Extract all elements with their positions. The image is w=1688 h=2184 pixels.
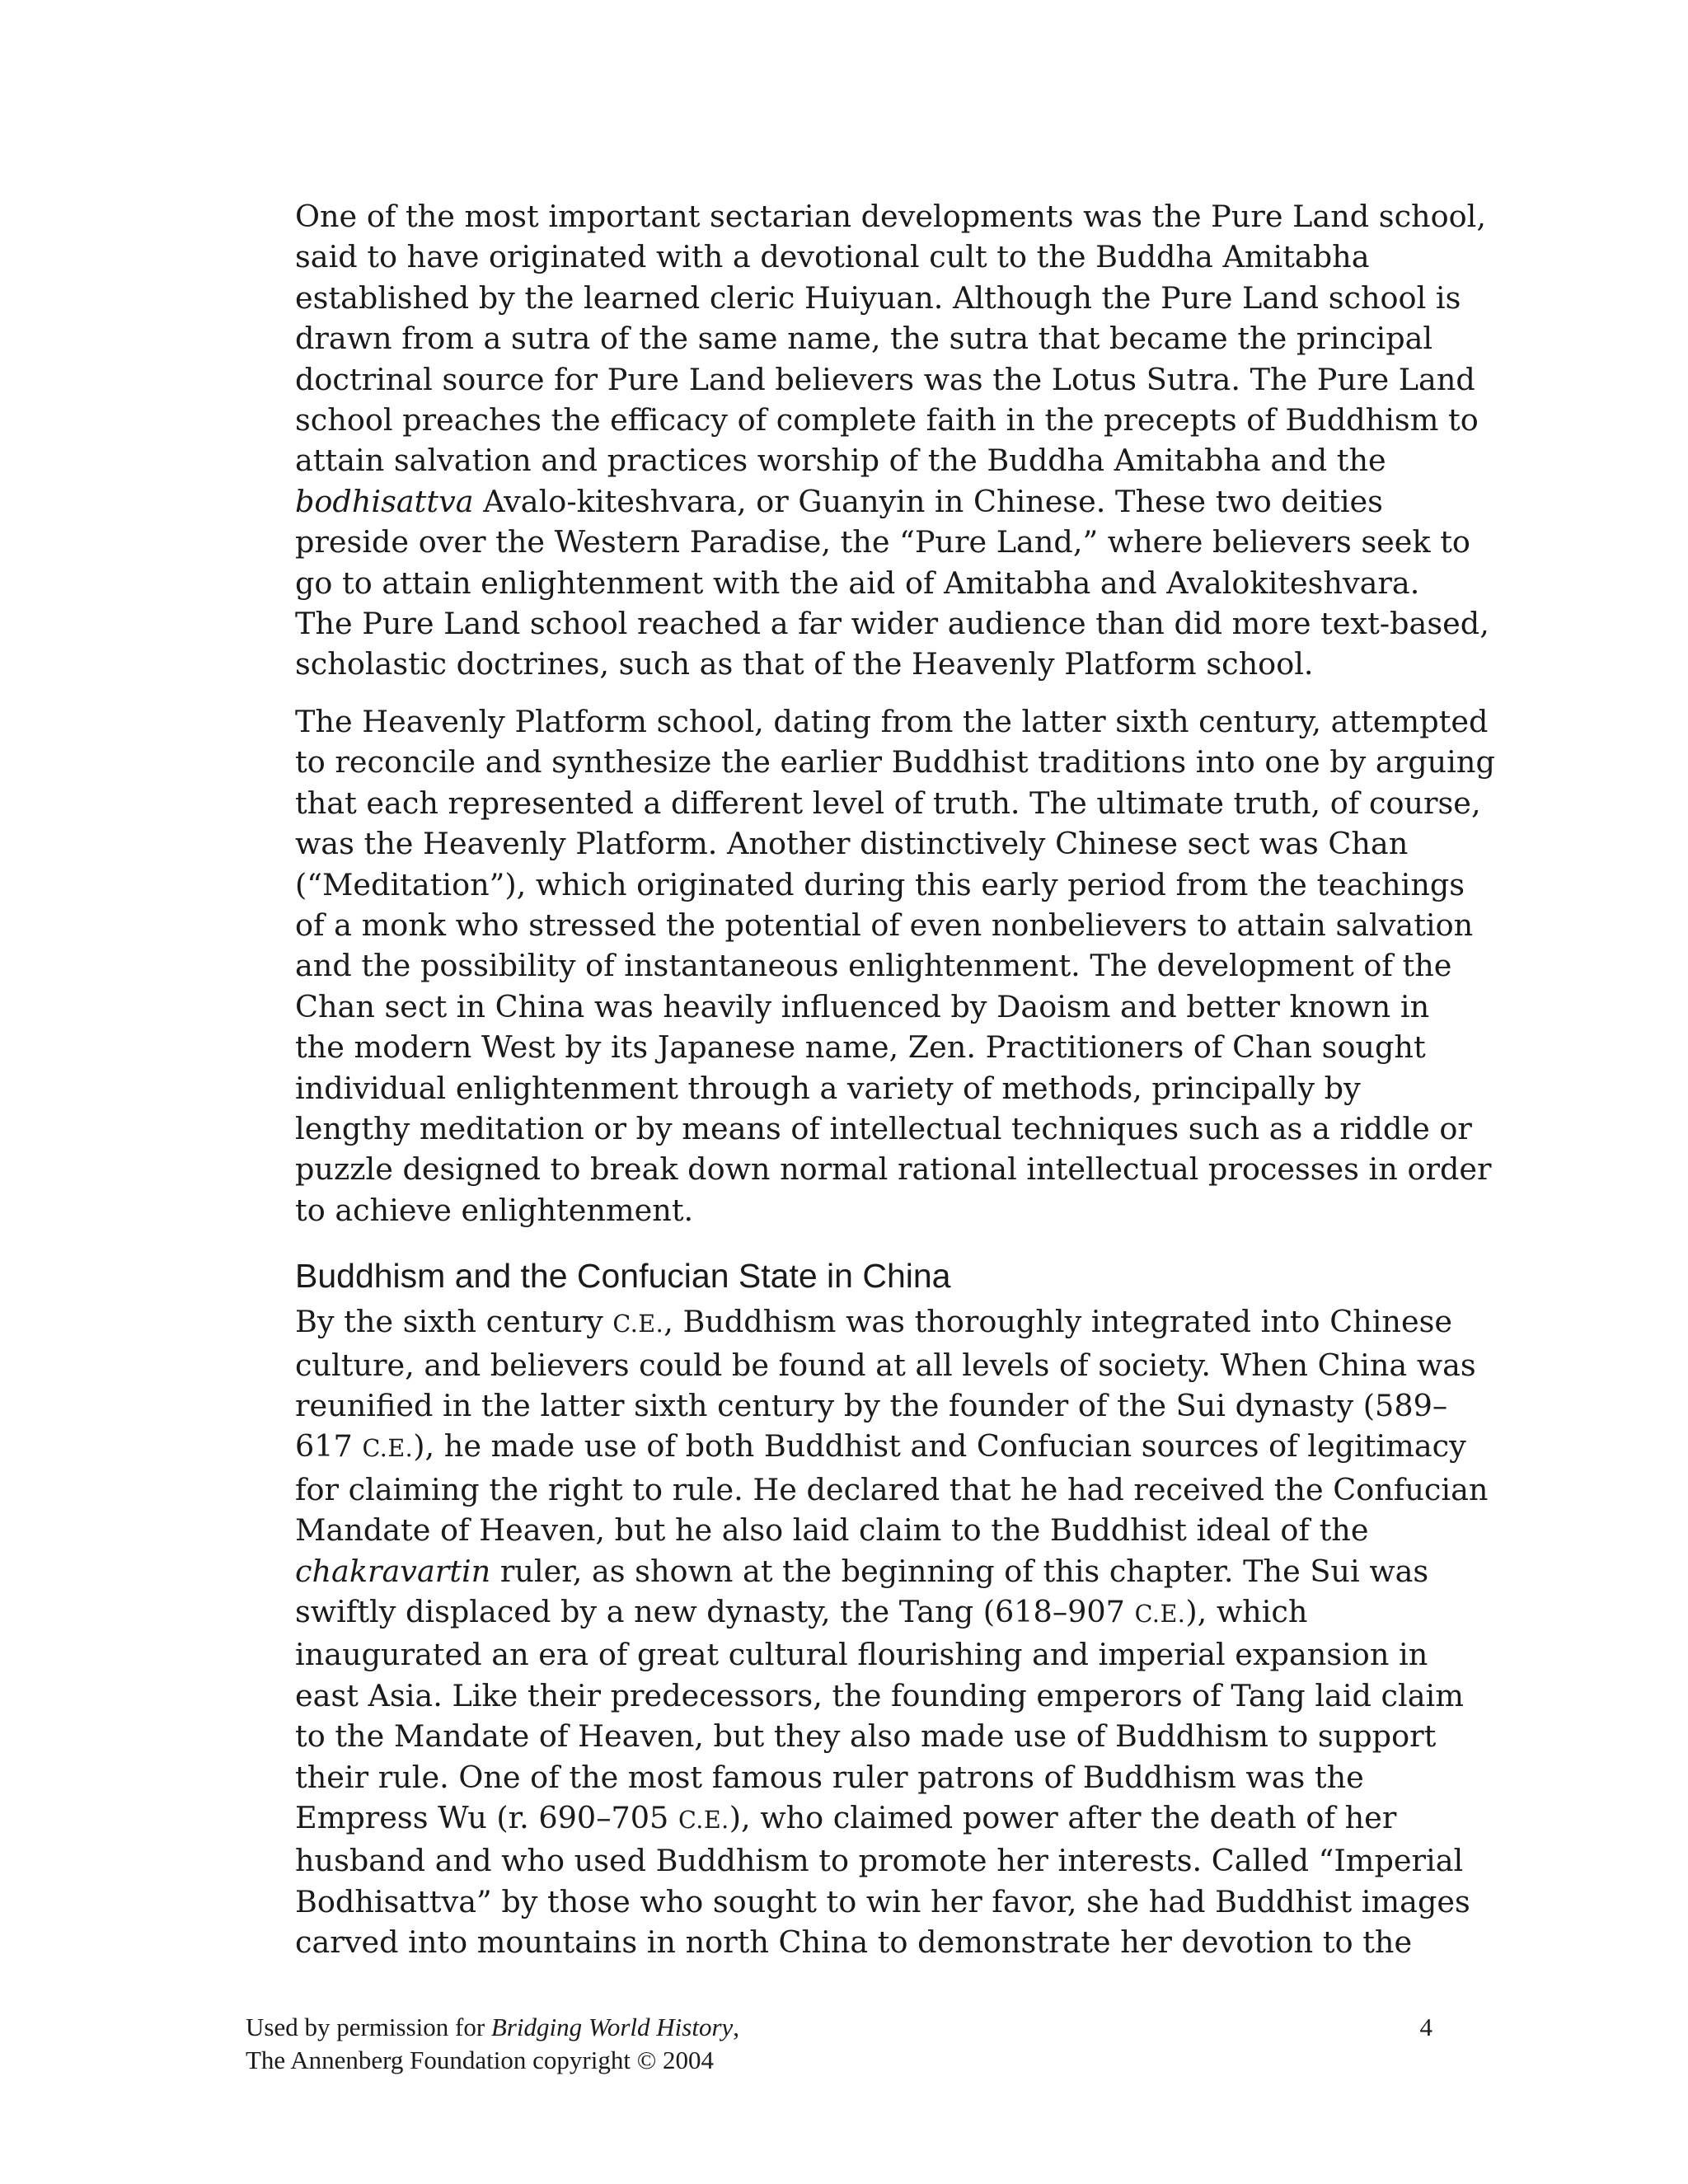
era-abbreviation: C.E. [362,1435,414,1463]
paragraph-confucian-state [295,1301,1489,1963]
text-line: doctrinal source for Pure Land believers was the Lotus Sutra. The Pure Land [295,361,1475,397]
text-fragment: 617 [295,1428,363,1465]
text-fragment: By the sixth century [295,1304,613,1340]
text-fragment: , Buddhism was thoroughly integrated into Chinese [663,1304,1453,1340]
paragraph-heavenly-platform [295,701,1495,1230]
text-line: of a monk who stressed the potential of even nonbelievers to attain salvation [295,907,1474,943]
text-fragment: swiftly displaced by a new dynasty, the Tang (618–907 [295,1594,1135,1629]
text-line [295,1426,1466,1469]
text-line: (“Meditation”), which originated during this early period from the teachings [295,866,1465,902]
text-line: The Pure Land school reached a far wider audience than did more text-based, [295,606,1489,642]
text-line: husband and who used Buddhism to promote her interests. Called “Imperial [295,1843,1464,1879]
text-fragment: ), which [1185,1594,1308,1629]
italic-term: bodhisattva [295,483,474,519]
paragraph-pure-land [295,196,1489,685]
text-fragment: ), who claimed power after the death of her [729,1800,1397,1836]
text-line: to the Mandate of Heaven, but they also made use of Buddhism to support [295,1718,1437,1755]
text-fragment: , [733,2013,740,2041]
text-line [295,1591,1449,1634]
text-line: One of the most important sectarian developments was the Pure Land school, [295,199,1486,234]
text-line [295,1301,1453,1344]
text-line: drawn from a sutra of the same name, the sutra that became the principal [295,321,1433,357]
page-number: 4 [1419,2013,1432,2041]
text-line [295,1797,1449,1840]
text-line: Mandate of Heaven, but he also laid claim to the Buddhist ideal of the [295,1512,1369,1549]
text-fragment: ruler, as shown at the beginning of this chapter. The Sui was [490,1553,1429,1589]
era-abbreviation: C.E. [612,1310,664,1338]
text-line: their rule. One of the most famous ruler patrons of Buddhism was the [295,1759,1364,1795]
footer-line [246,2011,739,2044]
era-abbreviation: C.E. [678,1807,729,1835]
era-abbreviation: C.E. [1134,1601,1186,1628]
text-line: the modern West by its Japanese name, Zen. Practitioners of Chan sought [295,1029,1426,1066]
text-line: that each represented a different level of truth. The ultimate truth, of course, [295,785,1481,821]
text-line: Bodhisattva” by those who sought to win her favor, she had Buddhist images [295,1883,1470,1919]
text-line: was the Heavenly Platform. Another distinctively Chinese sect was Chan [295,826,1409,862]
text-line: preside over the Western Paradise, the “Pure Land,” where believers seek to [295,524,1470,560]
text-line: puzzle designed to break down normal rational intellectual processes in order [295,1151,1492,1188]
text-line: Chan sect in China was heavily influenced by Daoism and better known in [295,988,1430,1024]
publication-title: Bridging World History [490,2013,734,2041]
text-line: for claiming the right to rule. He declared that he had received the Confucian [295,1471,1489,1507]
text-line: said to have originated with a devotional cult to the Buddha Amitabha [295,239,1370,275]
text-fragment: Avalo-kiteshvara, or Guanyin in Chinese. These two deities [473,483,1383,519]
text-line: lengthy meditation or by means of intellectual techniques such as a riddle or [295,1110,1472,1146]
text-line: school preaches the efficacy of complete faith in the precepts of Buddhism to [295,402,1479,438]
body-text [295,196,1495,1980]
footer-line: The Annenberg Foundation copyright © 2004 [246,2046,714,2074]
text-line: go to attain enlightenment with the aid of Amitabha and Avalokiteshvara. [295,565,1420,601]
text-fragment: Empress Wu (r. 690–705 [295,1800,678,1836]
text-line: and the possibility of instantaneous enlightenment. The development of the [295,948,1452,984]
text-fragment: ), he made use of both Buddhist and Confucian sources of legitimacy [413,1428,1466,1465]
text-line [295,481,1449,522]
text-line: The Heavenly Platform school, dating from the latter sixth century, attempted [295,703,1489,739]
text-line: carved into mountains in north China to demonstrate her devotion to the [295,1924,1413,1961]
text-line: attain salvation and practices worship of the Buddha Amitabha and the [295,443,1386,479]
text-line: reunified in the latter sixth century by the founder of the Sui dynasty (589– [295,1387,1448,1423]
text-line: inaugurated an era of great cultural flourishing and imperial expansion in [295,1637,1428,1673]
text-line: culture, and believers could be found at all levels of society. When China was [295,1347,1476,1383]
text-fragment: Used by permission for [246,2013,491,2041]
text-line: scholastic doctrines, such as that of the Heavenly Platform school. [295,646,1314,682]
text-line: to reconcile and synthesize the earlier Buddhist traditions into one by arguing [295,744,1495,780]
text-line: individual enlightenment through a variety of methods, principally by [295,1070,1361,1106]
copyright-notice [246,2011,739,2077]
text-line: established by the learned cleric Huiyuan. Although the Pure Land school is [295,279,1461,316]
text-line: to achieve enlightenment. [295,1192,694,1228]
text-line [295,1551,1449,1591]
section-heading: Buddhism and the Confucian State in China [295,1257,951,1296]
italic-term: chakravartin [295,1553,491,1589]
text-line: east Asia. Like their predecessors, the founding emperors of Tang laid claim [295,1677,1464,1713]
